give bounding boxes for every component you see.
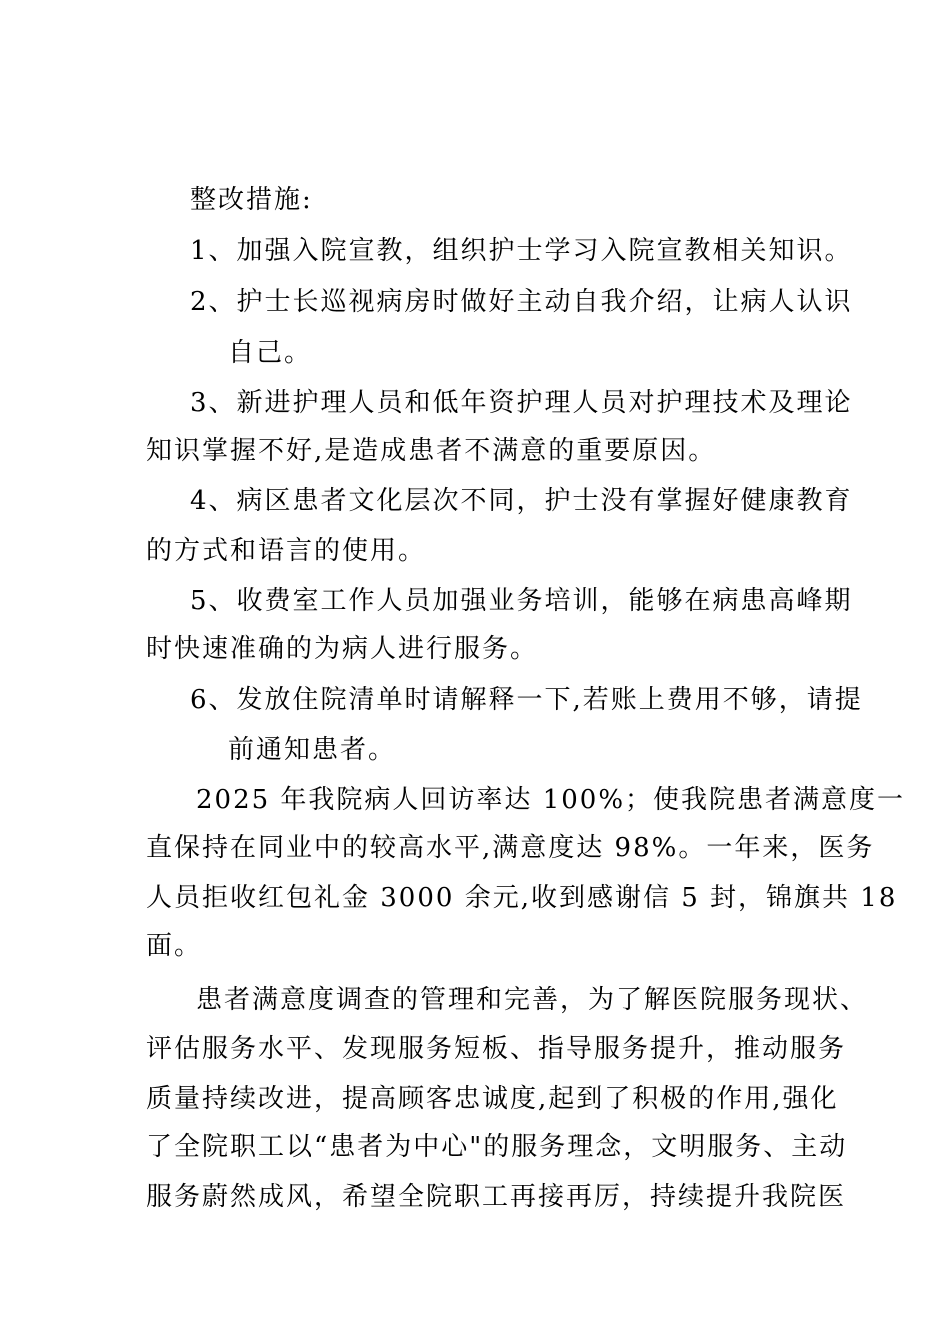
conclusion-line-1: 患者满意度调查的管理和完善，为了解医院服务现状、 xyxy=(196,985,869,1015)
measure-3-line-2: 知识掌握不好,是造成患者不满意的重要原因。 xyxy=(146,436,717,466)
conclusion-line-3: 质量持续改进，提高顾客忠诚度,起到了积极的作用,强化 xyxy=(146,1084,839,1114)
summary-line-4: 面。 xyxy=(146,931,203,961)
measure-5-line-2: 时快速准确的为病人进行服务。 xyxy=(146,634,539,664)
measure-4-line-1: 4、病区患者文化层次不同，护士没有掌握好健康教育 xyxy=(190,486,853,516)
section-heading: 整改措施: xyxy=(190,185,313,215)
conclusion-line-5: 服务蔚然成风，希望全院职工再接再厉，持续提升我院医 xyxy=(146,1182,847,1212)
summary-line-3: 人员拒收红包礼金 3000 余元,收到感谢信 5 封，锦旗共 18 xyxy=(146,883,898,913)
summary-line-1: 2025 年我院病人回访率达 100%；使我院患者满意度一 xyxy=(196,785,906,815)
summary-line-2: 直保持在同业中的较高水平,满意度达 98%。一年来，医务 xyxy=(146,833,875,863)
measure-2-line-1: 2、护士长巡视病房时做好主动自我介绍，让病人认识 xyxy=(190,287,853,317)
measure-5-line-1: 5、收费室工作人员加强业务培训，能够在病患高峰期 xyxy=(190,586,853,616)
measure-2-line-2: 自己。 xyxy=(228,338,313,368)
conclusion-line-4: 了全院职工以“患者为中心"的服务理念，文明服务、主动 xyxy=(146,1132,848,1162)
measure-3-line-1: 3、新进护理人员和低年资护理人员对护理技术及理论 xyxy=(190,388,853,418)
measure-4-line-2: 的方式和语言的使用。 xyxy=(146,536,427,566)
conclusion-line-2: 评估服务水平、发现服务短板、指导服务提升，推动服务 xyxy=(146,1034,847,1064)
measure-6-line-1: 6、发放住院清单时请解释一下,若账上费用不够，请提 xyxy=(190,685,863,715)
measure-6-line-2: 前通知患者。 xyxy=(228,735,397,765)
measure-1-line-1: 1、加强入院宣教，组织护士学习入院宣教相关知识。 xyxy=(190,236,853,266)
